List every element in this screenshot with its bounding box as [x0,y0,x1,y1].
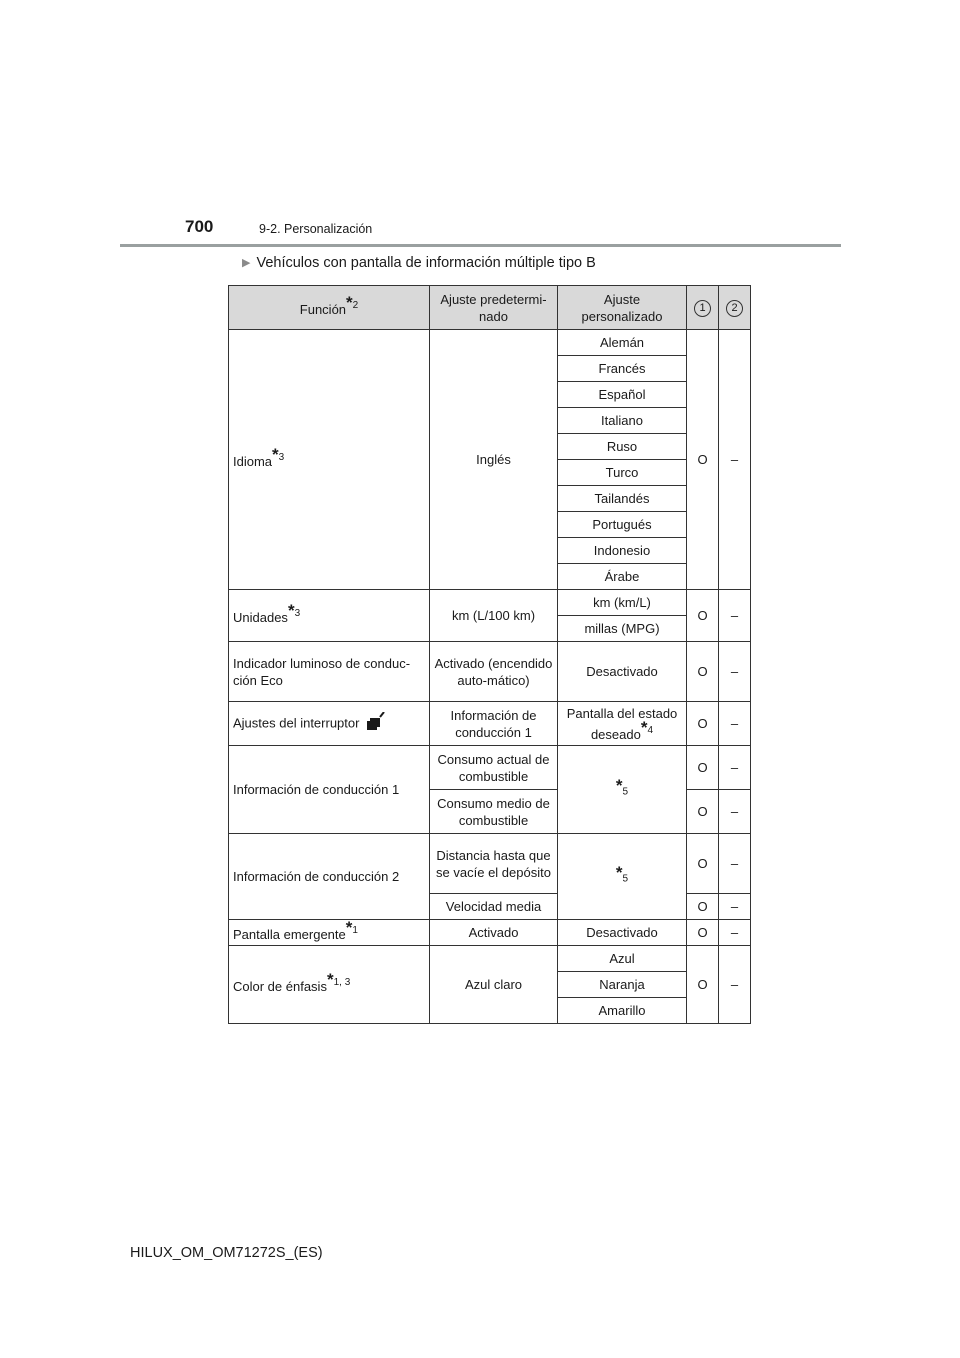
idioma-option: Ruso [558,434,687,460]
header-col-2: 2 [719,286,751,330]
idioma-option: Tailandés [558,486,687,512]
color-option: Amarillo [558,998,687,1024]
color-option: Naranja [558,972,687,998]
unidades-default: km (L/100 km) [430,590,558,642]
info1-col2: – [719,746,751,790]
idioma-option: Árabe [558,564,687,590]
unidades-option: km (km/L) [558,590,687,616]
info1-col2: – [719,790,751,834]
unidades-option: millas (MPG) [558,616,687,642]
info2-default: Velocidad media [430,894,558,920]
header-col-1: 1 [687,286,719,330]
display-switch-icon [365,712,385,736]
info2-default: Distancia hasta que se vacíe el depósito [430,834,558,894]
interruptor-default: Información de conducción 1 [430,702,558,746]
footer-doc-code: HILUX_OM_OM71272S_(ES) [130,1245,323,1261]
idioma-option: Portugués [558,512,687,538]
info1-custom: $*_5$ [558,746,687,834]
header-custom: Ajuste personalizado [558,286,687,330]
interruptor-custom: Pantalla del estado deseado$^{*4}$ [558,702,687,746]
unidades-col1: O [687,590,719,642]
eco-col1: O [687,642,719,702]
info1-function: Información de conducción 1 [229,746,430,834]
idioma-default: Inglés [430,330,558,590]
table-row [229,834,751,894]
info2-col1: O [687,834,719,894]
subheading-text: Vehículos con pantalla de información múltiple tipo B [256,255,596,271]
eco-col2: – [719,642,751,702]
color-col1: O [687,946,719,1024]
interruptor-function: Ajustes del interruptor [229,702,430,746]
info1-col1: O [687,746,719,790]
color-function: Color de énfasis$^{*1, 3}$ [229,946,430,1024]
emergente-col1: O [687,920,719,946]
idioma-col2: – [719,330,751,590]
header-function: Función$^{*2}$ [229,286,430,330]
eco-custom: Desactivado [558,642,687,702]
idioma-option: Alemán [558,330,687,356]
subheading [242,255,596,271]
idioma-option: Italiano [558,408,687,434]
table-row [229,590,751,616]
table-row [229,920,751,946]
emergente-col2: – [719,920,751,946]
table-row [229,746,751,790]
color-default: Azul claro [430,946,558,1024]
info1-default: Consumo actual de combustible [430,746,558,790]
emergente-function: Pantalla emergente$^{*1}$ [229,920,430,946]
info2-col2: – [719,894,751,920]
info2-function: Información de conducción 2 [229,834,430,920]
emergente-default: Activado [430,920,558,946]
interruptor-col2: – [719,702,751,746]
info2-col1: O [687,894,719,920]
table-row [229,946,751,972]
table-row [229,642,751,702]
idioma-col1: O [687,330,719,590]
info1-default: Consumo medio de combustible [430,790,558,834]
unidades-col2: – [719,590,751,642]
color-option: Azul [558,946,687,972]
info2-custom: $*_5$ [558,834,687,920]
info1-col1: O [687,790,719,834]
color-col2: – [719,946,751,1024]
table-row [229,702,751,746]
table-header-row [229,286,751,330]
unidades-function: Unidades$^{*3}$ [229,590,430,642]
idioma-option: Indonesio [558,538,687,564]
eco-default: Activado (encendido auto-mático) [430,642,558,702]
triangle-bullet-icon: ▶ [242,257,251,269]
idioma-option: Francés [558,356,687,382]
info2-col2: – [719,834,751,894]
eco-function: Indicador luminoso de conduc-ción Eco [229,642,430,702]
emergente-custom: Desactivado [558,920,687,946]
header-divider [120,244,841,247]
idioma-function: Idioma$^{*3}$ [229,330,430,590]
customization-table [228,285,751,1024]
table-row [229,330,751,356]
header-default: Ajuste predetermi-nado [430,286,558,330]
idioma-option: Turco [558,460,687,486]
page-number: 700 [185,217,214,236]
interruptor-col1: O [687,702,719,746]
idioma-option: Español [558,382,687,408]
section-title: 9-2. Personalización [259,222,373,236]
